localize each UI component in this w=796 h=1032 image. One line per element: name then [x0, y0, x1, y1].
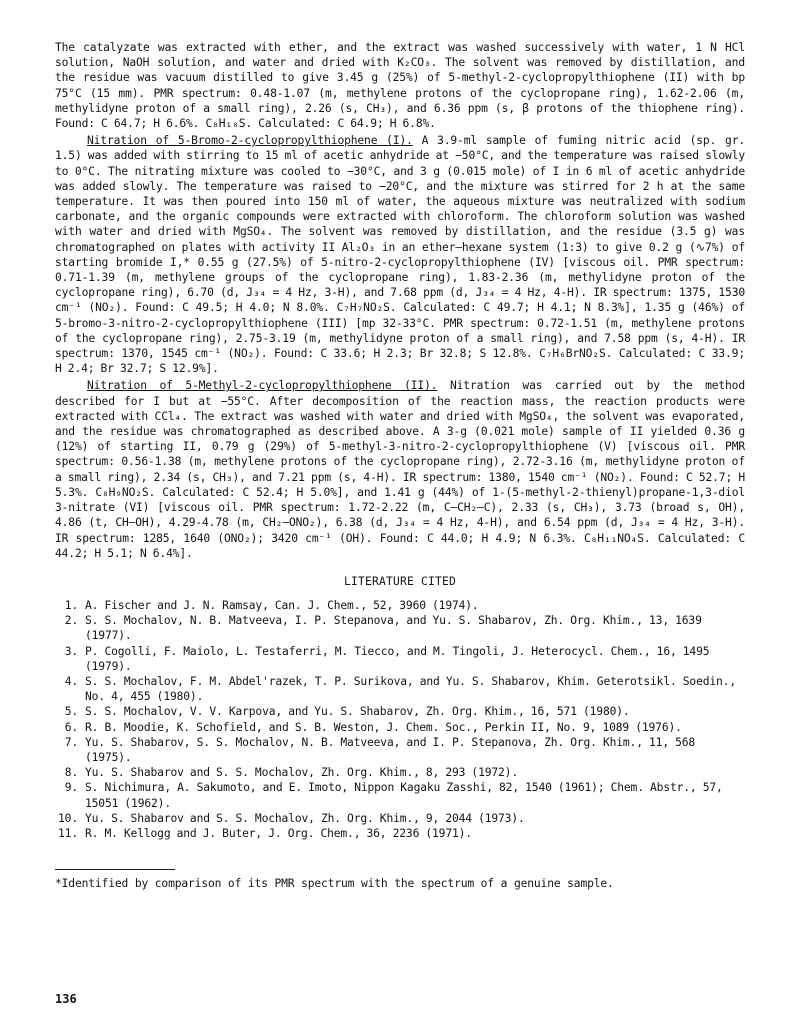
reference-item [55, 720, 745, 735]
reference-number: 7. [64, 735, 78, 749]
reference-number: 2. [64, 614, 78, 628]
footnote: *Identified by comparison of its PMR spectrum with the spectrum of a genuine sample. [55, 877, 614, 891]
paragraph-catalyzate [55, 40, 745, 131]
reference-text: R. B. Moodie, K. Schofield, and S. B. Weston, J. Chem. Soc., Perkin II, No. 9, 1089 (1976). [85, 720, 682, 734]
reference-item [55, 644, 745, 674]
paragraph-nitration-methyl [55, 378, 745, 560]
reference-text: P. Cogolli, F. Maiolo, L. Testaferri, M. Tiecco, and M. Tingoli, J. Heterocycl. Chem., 16, 1495 (1979). [85, 644, 710, 673]
reference-item [55, 704, 745, 719]
section-title: Nitration of 5-Methyl-2-cyclopropylthiophene (II). [87, 379, 438, 393]
reference-number: 11. [58, 826, 78, 840]
reference-item [55, 598, 745, 613]
reference-text: S. S. Mochalov, F. M. Abdel'razek, T. P. Surikova, and Yu. S. Shabarov, Khim. Geterotsikl. Soedin., No. 4, 455 (1980). [85, 674, 736, 704]
reference-text: A. Fischer and J. N. Ramsay, Can. J. Chem., 52, 3960 (1974). [85, 598, 479, 612]
reference-item [55, 780, 745, 810]
paragraph-text: Nitration was carried out by the method described for I but at −55°C. After decomposition of the reaction mass, the reaction products were extracted with CCl₄. The extract was washed with water and dried with MgSO₄, the solvent was evaporated, and the residue was chromatographed as described above. A 3-g (0.021 mole) sample of II yielded 0.36 g (12%) of starting II, 0.79 g (29%) of 5-methyl-3-nitro-2-cyclopropylthiophene (V) [viscous oil. PMR spectrum: 0.56-1.38 (m, methylene protons of the cyclopropane ring), 2.72-3.16 (m, methylidyne proton of a small ring), 2.34 (s, CH₃), and 7.21 ppm (s, 4-H). IR spectrum: 1380, 1540 cm⁻¹ (NO₂). Found: C 52.7; H 5.3%. C₈H₉NO₂S. Calculated: C 52.4; H 5.0%], and 1.41 g (44%) of 1-(5-methyl-2-thienyl)propane-1,3-diol 3-nitrate (VI) [viscous oil. PMR spectrum: 1.72-2.22 (m, C–CH₂–C), 2.33 (s, CH₃), 3.73 (broad s, OH), 4.86 (t, CH–OH), 4.29-4.78 (m, CH₂–ONO₂), 6.38 (d, J₃₄ = 4 Hz, 4-H), and 6.54 ppm (d, J₃₄ = 4 Hz, 3-H). IR spectrum: 1285, 1640 (ONO₂); 3420 cm⁻¹ (OH). Found: C 44.0; H 4.9; N 6.3%. C₈H₁₁NO₄S. Calculated: C 44.2; H 5.1; N 6.4%]. [55, 379, 745, 560]
reference-item [55, 765, 745, 780]
reference-number: 3. [64, 644, 78, 658]
reference-list [55, 598, 745, 841]
document-page [55, 40, 745, 891]
paragraph-text: A 3.9-ml sample of fuming nitric acid (sp. gr. 1.5) was added with stirring to 15 ml of acetic anhydride at −50°C, and the temperature was raised slowly to 0°C. The nitrating mixture was cooled to −30°C, and 3 g (0.015 mole) of I in 6 ml of acetic anhydride was added slowly. The temperature was raised to −20°C, and the mixture was stirred for 2 h at the same temperature. It was then poured into 150 ml of water, the aqueous mixture was neutralized with sodium carbonate, and the organic compounds were extracted with chloroform. The chloroform solution was washed with water and dried with MgSO₄. The solvent was removed by distillation, and the residue (3.5 g) was chromatographed on plates with activity II Al₂O₃ in an ether–hexane system (1:3) to give 0.2 g (∿7%) of starting bromide I,* 0.55 g (27.5%) of 5-nitro-2-cyclopropylthiophene (IV) [viscous oil. PMR spectrum: 0.71-1.39 (m, methylene groups of the cyclopropane ring), 1.83-2.36 (m, methylidyne proton of the cyclopropane ring), 6.70 (d, J₃₄ = 4 Hz, 3-H), and 7.68 ppm (d, J₃₄ = 4 Hz, 4-H). IR spectrum: 1375, 1530 cm⁻¹ (NO₂). Found: C 49.5; H 4.0; N 8.0%. C₇H₇NO₂S. Calculated: C 49.7; H 4.1; N 8.3%], 1.35 g (46%) of 5-bromo-3-nitro-2-cyclopropylthiophene (III) [mp 32-33°C. PMR spectrum: 0.72-1.51 (m, methylene protons of the cyclopropane ring), 2.75-3.19 (m, methylidyne proton of a small ring), and 7.58 ppm (s, 4-H). IR spectrum: 1370, 1545 cm⁻¹ (NO₂). Found: C 33.6; H 2.3; Br 32.8; S 12.8%. C₇H₆BrNO₂S. Calculated: C 33.9; H 2.4; Br 32.7; S 12.9%]. [55, 134, 745, 376]
reference-number: 6. [64, 720, 78, 734]
reference-text: R. M. Kellogg and J. Buter, J. Org. Chem., 36, 2236 (1971). [85, 826, 472, 840]
reference-text: Yu. S. Shabarov and S. S. Mochalov, Zh. Org. Khim., 8, 293 (1972). [85, 766, 518, 780]
reference-number: 9. [64, 781, 78, 795]
reference-number: 1. [64, 598, 78, 612]
reference-item [55, 811, 745, 826]
reference-number: 8. [64, 766, 78, 780]
reference-number: 10. [58, 811, 78, 825]
reference-number: 4. [64, 674, 78, 688]
literature-heading: LITERATURE CITED [343, 574, 457, 588]
section-title: Nitration of 5-Bromo-2-cyclopropylthiophene (I). [87, 134, 413, 148]
reference-item [55, 613, 745, 643]
paragraph-nitration-bromo [55, 133, 745, 376]
paragraph-text: The catalyzate was extracted with ether, and the extract was washed successively with water, 1 N HCl solution, NaOH solution, and water and dried with K₂CO₃. The solvent was removed by distillation, and the residue was vacuum distilled to give 3.45 g (25%) of 5-methyl-2-cyclopropylthiophene (II) with bp 75°C (15 mm). PMR spectrum: 0.48-1.07 (m, methylene protons of the cyclopropane ring), 1.62-2.06 (m, methylidyne proton of a small ring), 2.26 (s, CH₃), and 6.36 ppm (s, β protons of the thiophene ring). Found: C 64.7; H 6.6%. C₈H₁₀S. Calculated: C 64.9; H 6.8%. [55, 41, 745, 131]
reference-item [55, 826, 745, 841]
reference-text: Yu. S. Shabarov and S. S. Mochalov, Zh. Org. Khim., 9, 2044 (1973). [85, 811, 525, 825]
reference-item [55, 674, 745, 704]
footnote-divider [55, 869, 175, 870]
reference-number: 5. [64, 705, 78, 719]
reference-text: S. Nichimura, A. Sakumoto, and E. Imoto, Nippon Kagaku Zasshi, 82, 1540 (1961); Chem. Abstr., 57, 15051 (1962). [85, 781, 723, 810]
reference-text: Yu. S. Shabarov, S. S. Mochalov, N. B. Matveeva, and I. P. Stepanova, Zh. Org. Khim., 11, 568 (1975). [85, 735, 696, 764]
reference-item [55, 735, 745, 765]
page-number: 136 [55, 992, 77, 1006]
reference-text: S. S. Mochalov, V. V. Karpova, and Yu. S. Shabarov, Zh. Org. Khim., 16, 571 (1980). [85, 705, 630, 719]
reference-text: S. S. Mochalov, N. B. Matveeva, I. P. Stepanova, and Yu. S. Shabarov, Zh. Org. Khim., 13, 1639 (1977). [85, 614, 702, 643]
